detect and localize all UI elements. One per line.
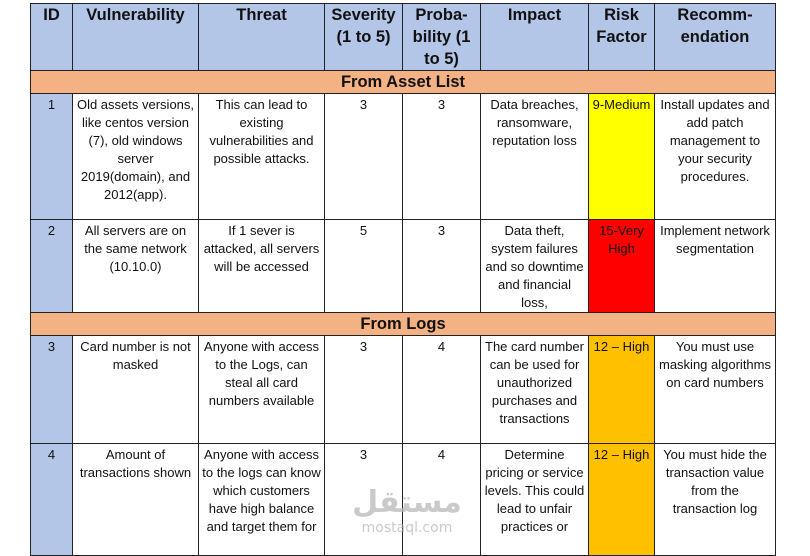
section-title: From Asset List [31, 71, 776, 94]
header-vulnerability: Vulnerability [73, 4, 199, 71]
cell-vulnerability: Old assets versions, like centos version (7), old windows server 2019(domain), and 2012(app). [73, 94, 199, 220]
cell-probability: 3 [403, 94, 481, 220]
cell-risk-factor: 15-Very High [589, 220, 655, 313]
cell-impact: Determine pricing or service levels. This could lead to unfair practices or [481, 444, 589, 556]
cell-risk-factor: 12 – High [589, 444, 655, 556]
cell-probability: 4 [403, 444, 481, 556]
cell-threat: Anyone with access to the logs can know which customers have high balance and target them for [199, 444, 325, 556]
section-row-logs [31, 313, 776, 336]
table-row [31, 94, 776, 220]
section-row-asset-list [31, 71, 776, 94]
cell-severity: 3 [325, 94, 403, 220]
cell-recommendation: You must hide the transaction value from the transaction log [655, 444, 776, 556]
cell-severity: 3 [325, 444, 403, 556]
header-risk-factor: Risk Factor [589, 4, 655, 71]
header-row [31, 4, 776, 71]
cell-risk-factor: 9-Medium [589, 94, 655, 220]
cell-recommendation: Implement network segmentation [655, 220, 776, 313]
cell-impact: Data theft, system failures and so downtime and financial loss, [481, 220, 589, 313]
cell-threat: If 1 sever is attacked, all servers will be accessed [199, 220, 325, 313]
watermark-text: mostaql.com [361, 520, 453, 536]
cell-probability: 3 [403, 220, 481, 313]
section-title: From Logs [31, 313, 776, 336]
cell-impact: The card number can be used for unauthorized purchases and transactions [481, 336, 589, 444]
cell-id: 1 [31, 94, 73, 220]
cell-risk-factor: 12 – High [589, 336, 655, 444]
header-probability: Proba-bility (1 to 5) [403, 4, 481, 71]
table-row [31, 336, 776, 444]
cell-severity: 3 [325, 336, 403, 444]
header-impact: Impact [481, 4, 589, 71]
cell-severity: 5 [325, 220, 403, 313]
cell-vulnerability: All servers are on the same network (10.10.0) [73, 220, 199, 313]
header-recommendation: Recomm-endation [655, 4, 776, 71]
cell-vulnerability: Card number is not masked [73, 336, 199, 444]
cell-id: 4 [31, 444, 73, 556]
cell-recommendation: You must use masking algorithms on card numbers [655, 336, 776, 444]
watermark-logo: مستقل [352, 485, 462, 520]
cell-recommendation: Install updates and add patch management to your security procedures. [655, 94, 776, 220]
mostaql-watermark [352, 486, 462, 542]
header-severity: Severity (1 to 5) [325, 4, 403, 71]
header-id: ID [31, 4, 73, 71]
cell-vulnerability: Amount of transactions shown [73, 444, 199, 556]
cell-probability: 4 [403, 336, 481, 444]
cell-threat: This can lead to existing vulnerabilities and possible attacks. [199, 94, 325, 220]
risk-assessment-table [30, 3, 776, 556]
cell-impact: Data breaches, ransomware, reputation loss [481, 94, 589, 220]
header-threat: Threat [199, 4, 325, 71]
cell-id: 3 [31, 336, 73, 444]
table-row [31, 220, 776, 313]
cell-id: 2 [31, 220, 73, 313]
cell-threat: Anyone with access to the Logs, can steal all card numbers available [199, 336, 325, 444]
